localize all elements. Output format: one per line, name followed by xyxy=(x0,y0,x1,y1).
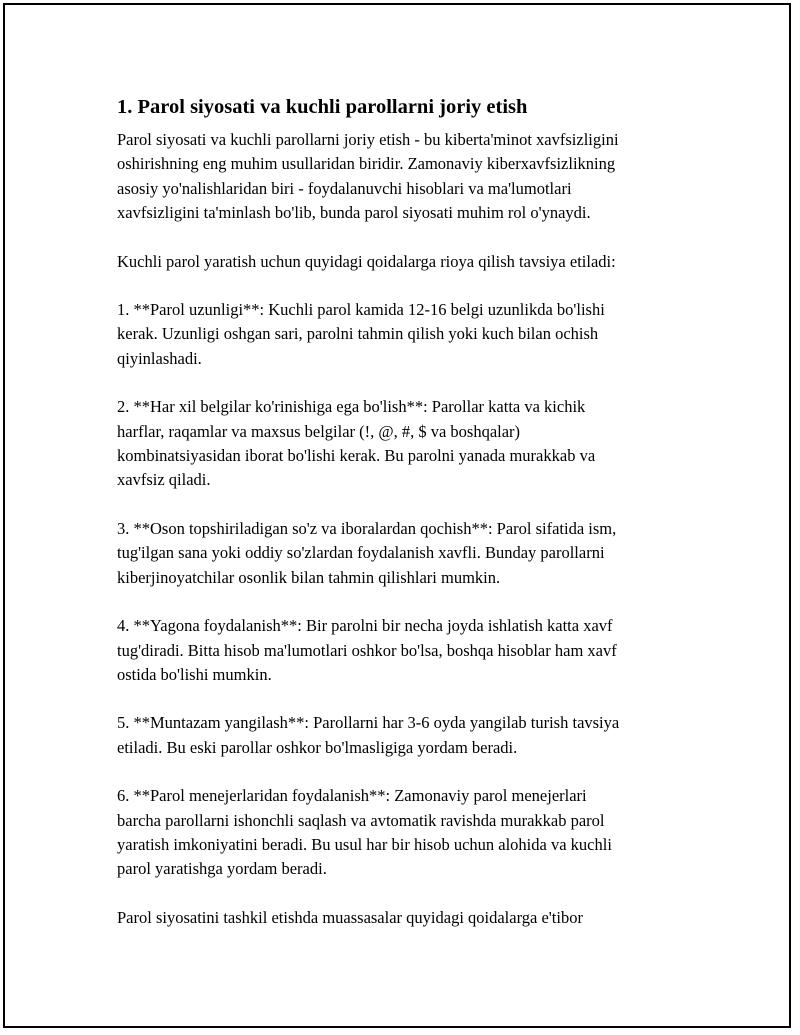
text-line: kombinatsiyasidan iborat bo'lishi kerak. Bu parolni yanada murakkab va xyxy=(117,446,596,466)
text-line: tug'ilgan sana yoki oddiy so'zlardan foydalanish xavfli. Bunday parollarni xyxy=(117,543,605,563)
text-line: 2. **Har xil belgilar ko'rinishiga ega bo'lish**: Parollar katta va kichik xyxy=(117,397,586,417)
text-line: Parol siyosati va kuchli parollarni joriy etish - bu kiberta'minot xavfsizligini xyxy=(117,130,619,149)
text-line: harflar, raqamlar va maxsus belgilar (!, @, #, $ va boshqalar) xyxy=(117,421,521,441)
text-line: 3. **Oson topshiriladigan so'z va iboralardan qochish**: Parol sifatida ism, xyxy=(117,518,617,538)
text-line: etiladi. Bu eski parollar oshkor bo'lmasligiga yordam beradi. xyxy=(117,737,518,757)
text-line: 6. **Parol menejerlaridan foydalanish**: Zamonaviy parol menejerlari xyxy=(117,786,587,806)
text-line: kerak. Uzunligi oshgan sari, parolni tahmin qilish yoki kuch bilan ochish xyxy=(117,324,599,344)
paragraph-closing xyxy=(117,906,692,930)
text-line: xavfsizligini ta'minlash bo'lib, bunda parol siyosati muhim rol o'ynaydi. xyxy=(117,203,591,223)
text-line: barcha parollarni ishonchli saqlash va avtomatik ravishda murakkab parol xyxy=(117,810,605,830)
text-line: parol yaratishga yordam beradi. xyxy=(117,859,327,879)
text-line: yaratish imkoniyatini beradi. Bu usul har bir hisob uchun alohida va kuchli xyxy=(117,834,612,854)
text-line: 5. **Muntazam yangilash**: Parollarni har 3-6 oyda yangilab turish tavsiya xyxy=(117,713,620,733)
list-item-4 xyxy=(117,614,692,687)
list-item-1 xyxy=(117,298,692,371)
text-line: kiberjinoyatchilar osonlik bilan tahmin qilishlari mumkin. xyxy=(117,567,501,587)
text-line: 1. **Parol uzunligi**: Kuchli parol kamida 12-16 belgi uzunlikda bo'lishi xyxy=(117,300,605,320)
text-line: xavfsiz qiladi. xyxy=(117,470,211,490)
paragraph-intro xyxy=(117,128,692,226)
list-item-6 xyxy=(117,784,692,882)
text-line: tug'diradi. Bitta hisob ma'lumotlari oshkor bo'lsa, boshqa hisoblar ham xavf xyxy=(117,640,617,660)
text-line: ostida bo'lishi mumkin. xyxy=(117,664,272,684)
document-body xyxy=(117,94,692,954)
list-item-3 xyxy=(117,517,692,590)
text-line: Kuchli parol yaratish uchun quyidagi qoidalarga rioya qilish tavsiya etiladi: xyxy=(117,251,616,271)
text-line: qiyinlashadi. xyxy=(117,348,202,368)
text-line: Parol siyosatini tashkil etishda muassasalar quyidagi qoidalarga e'tibor xyxy=(117,907,583,927)
text-line: 4. **Yagona foydalanish**: Bir parolni bir necha joyda ishlatish katta xavf xyxy=(117,616,613,636)
text-line: asosiy yo'nalishlaridan biri - foydalanuvchi hisoblari va ma'lumotlari xyxy=(117,178,572,198)
paragraph-rules-intro xyxy=(117,250,692,274)
list-item-5 xyxy=(117,711,692,760)
text-line: oshirishning eng muhim usullaridan biridir. Zamonaviy kiberxavfsizlikning xyxy=(117,154,616,174)
section-heading: 1. Parol siyosati va kuchli parollarni joriy etish xyxy=(117,96,528,118)
list-item-2 xyxy=(117,395,692,493)
